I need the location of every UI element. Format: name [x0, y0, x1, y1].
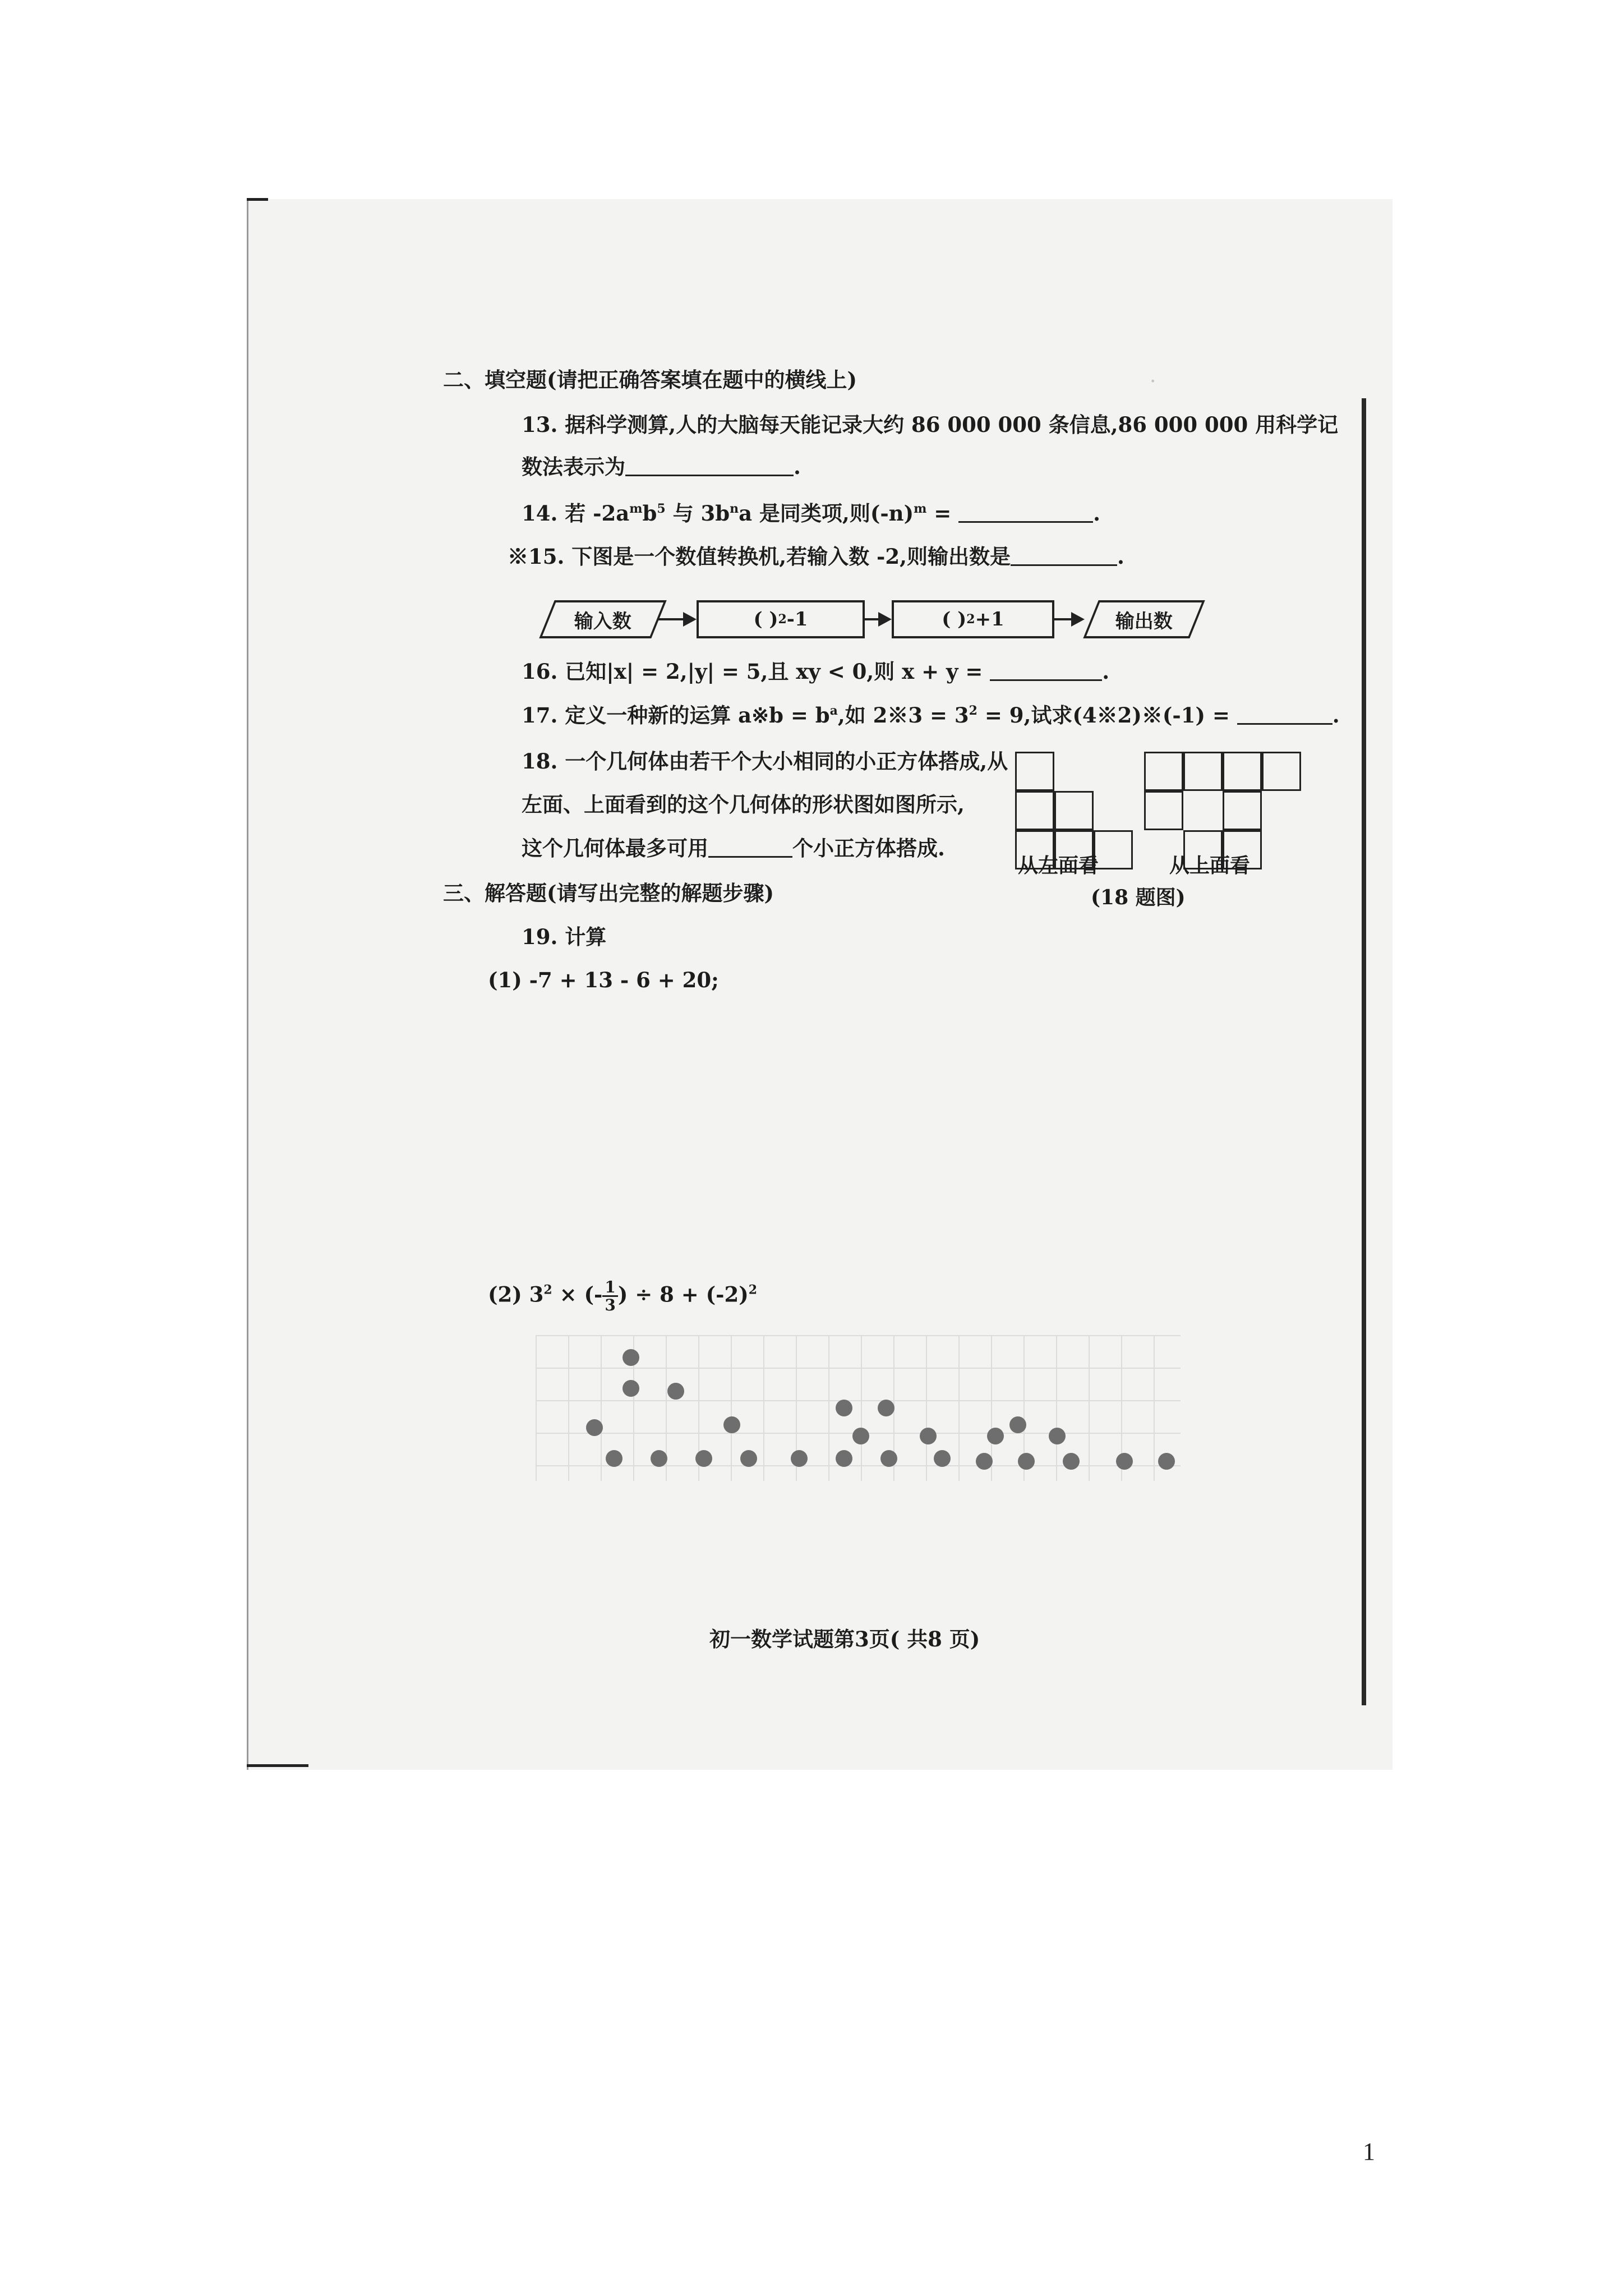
left-view-cell: [1015, 791, 1054, 830]
q15: ※15. 下图是一个数值转换机,若输入数 -2,则输出数是 .: [508, 544, 1124, 569]
left-view-cell: [1054, 791, 1094, 830]
dot: [791, 1450, 808, 1467]
flow-arrowhead-2: [878, 612, 892, 627]
q16: 16. 已知|x| = 2,|y| = 5,且 xy < 0,则 x + y = .: [522, 659, 1110, 684]
dot: [852, 1428, 869, 1444]
flow-arrowhead-1: [683, 612, 697, 627]
dot: [1116, 1453, 1133, 1470]
dot: [1158, 1453, 1175, 1470]
dot: [880, 1450, 897, 1467]
page-number: 1: [1363, 2138, 1375, 2165]
q17-answer-blank[interactable]: [1237, 704, 1332, 725]
flow-arrowhead-3: [1071, 612, 1085, 627]
dot: [878, 1400, 895, 1416]
flow-output-box: 输出数: [1083, 600, 1205, 638]
corner-mark-bottom: [247, 1764, 308, 1767]
left-view-cell: [1094, 830, 1133, 869]
fig18-caption: (18 题图): [1091, 886, 1186, 909]
dot: [1063, 1453, 1080, 1470]
q18-line1: 18. 一个几何体由若干个大小相同的小正方体搭成,从: [522, 749, 1008, 774]
dot: [1049, 1428, 1066, 1444]
dot: [695, 1450, 712, 1467]
top-view-cell: [1183, 752, 1223, 791]
page-footer-title: 初一数学试题第3页( 共8 页): [709, 1627, 980, 1651]
dot: [623, 1349, 639, 1366]
q18-answer-blank[interactable]: [708, 837, 792, 858]
dot: [651, 1450, 667, 1467]
dot: [723, 1416, 740, 1433]
dot: [667, 1383, 684, 1400]
top-view-cell: [1223, 791, 1262, 830]
q18-line2: 左面、上面看到的这个几何体的形状图如图所示,: [522, 792, 965, 817]
dot: [836, 1400, 852, 1416]
q16-answer-blank[interactable]: [990, 660, 1102, 681]
dot: [836, 1450, 852, 1467]
q19-label: 19. 计算: [522, 924, 607, 949]
dot: [623, 1380, 639, 1397]
dot: [1009, 1416, 1026, 1433]
dot: [976, 1453, 993, 1470]
flow-input-box: 输入数: [539, 600, 666, 638]
section3-heading: 三、解答题(请写出完整的解题步骤): [443, 881, 774, 905]
q13-line2: 数法表示为 .: [522, 454, 801, 479]
left-view-cell: [1015, 752, 1054, 791]
q19-part2: (2) $3^2$ × (- $\frac{1}{3}$ ) ÷ $8 + (-2)^2$: [488, 1278, 758, 1315]
top-view-cell: [1144, 752, 1183, 791]
q18-line3: 这个几何体最多可用 个小正方体搭成.: [522, 836, 945, 861]
flow-arrow-1: [657, 618, 685, 620]
fraction-one-third: $\frac{1}{3}$: [602, 1279, 617, 1314]
q14-answer-blank[interactable]: [958, 502, 1093, 523]
dot: [740, 1450, 757, 1467]
q14: 14. 若 $-2a^mb^5$ 与 $3b^na$ 是同类项,则$(-n)^m$ = .: [522, 501, 1101, 526]
left-view-label: 从左面看: [1018, 854, 1099, 877]
q13-answer-blank[interactable]: [625, 455, 794, 476]
dot: [920, 1428, 937, 1444]
q13-line1: 13. 据科学测算,人的大脑每天能记录大约 86 000 000 条信息,86 000 000 用科学记: [522, 412, 1339, 437]
flow-step2-box: ( ) 2 +1: [892, 600, 1054, 638]
margin-rule: [1362, 398, 1366, 1705]
q19-part1: (1) -7 + 13 - 6 + 20;: [488, 968, 719, 992]
corner-mark-top: [247, 198, 268, 201]
q17: 17. 定义一种新的运算 a※b = $b^a$,如 2※3 = $3^2 = 9$,试求(4※2)※(-1) = .: [522, 703, 1340, 728]
dot: [606, 1450, 623, 1467]
dot: [987, 1428, 1004, 1444]
top-view-cell: [1144, 791, 1183, 830]
flow-step1-box: ( ) 2 -1: [697, 600, 865, 638]
top-view-label: 从上面看: [1169, 854, 1251, 877]
top-view-cell: [1223, 752, 1262, 791]
bleed-through-text: ·: [1150, 370, 1156, 393]
q15-answer-blank[interactable]: [1011, 545, 1117, 566]
section2-heading: 二、填空题(请把正确答案填在题中的横线上): [443, 367, 857, 392]
dot: [1018, 1453, 1035, 1470]
dot: [934, 1450, 951, 1467]
flow-arrow-3: [1054, 618, 1073, 620]
top-view-cell: [1262, 752, 1301, 791]
dot: [586, 1419, 603, 1436]
